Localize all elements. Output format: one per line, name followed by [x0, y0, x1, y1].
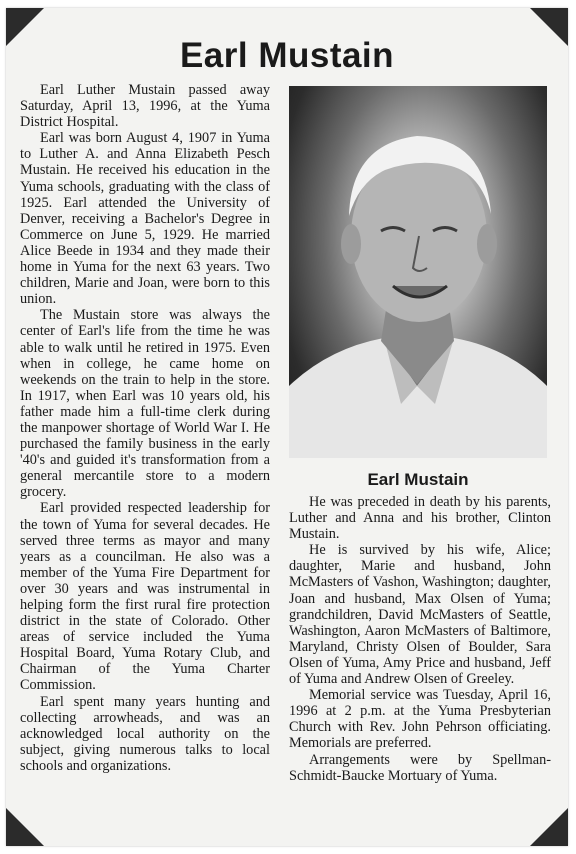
photo-caption: Earl Mustain [367, 470, 469, 489]
paragraph-hobbies: Earl spent many years hunting and collecting arrowheads, and was an acknowledged local authority on the subject, giving numerous talks to local schools and organizations. [20, 693, 270, 774]
right-column [289, 494, 551, 784]
paragraph-memorial-service: Memorial service was Tuesday, April 16, 1996 at 2 p.m. at the Yuma Presbyterian Church with Rev. John Pehrson officiating. Memorials are preferred. [289, 687, 551, 752]
newspaper-clipping [6, 8, 568, 846]
paragraph-survivors: He is survived by his wife, Alice; daughter, Marie and husband, John McMasters of Vashon, Washington; daughter, Joan and husband, Max Olsen of Yuma; grandchildren, David McMasters of Seattle, Washington, Aaron McMasters of Baltimore, Maryland, Christy Olsen of Boulder, Sara Olsen of Yuma, Amy Price and husband, Jeff of Yuma and Andrew Olsen of Greeley. [289, 542, 551, 688]
paragraph-early-life: Earl was born August 4, 1907 in Yuma to Luther A. and Anna Elizabeth Pesch Mustain. He received his education in the Yuma schools, graduating with the class of 1925. Earl attended the University of Denver, receiving a Bachelor's Degree in Commerce on June 5, 1929. He married Alice Beede in 1934 and they made their home in Yuma for the next 63 years. Two children, Marie and Joan, were born to this union. [20, 130, 270, 308]
paragraph-store: The Mustain store was always the center of Earl's life from the time he was able to walk until he retired in 1975. Even when in college, he came home on weekends on the train to help in the store. In 1917, when Earl was 10 years old, his father made him a full-time clerk during the manpower shortage of World War I. He purchased the family business in the early '40's and guided it's transformation from a general mercantile store to a modern grocery. [20, 307, 270, 501]
photo-corner-bottom-right [530, 808, 568, 846]
obituary-headline: Earl Mustain [179, 36, 395, 75]
paragraph-civic-leadership: Earl provided respected leadership for the town of Yuma for several decades. He served three terms as mayor and many years as a councilman. He also was a member of the Yuma Fire Department for over 30 years and was instrumental in helping form the first rural fire protection district in the state of Colorado. Other areas of service included the Yuma Hospital Board, Yuma Rotary Club, and Chairman of the Yuma Charter Commission. [20, 500, 270, 694]
paragraph-death-notice: Earl Luther Mustain passed away Saturday, April 13, 1996, at the Yuma District Hospital. [20, 82, 270, 131]
portrait-photo [289, 86, 547, 458]
photo-corner-bottom-left [6, 808, 44, 846]
paragraph-arrangements: Arrangements were by Spellman-Schmidt-Baucke Mortuary of Yuma. [289, 751, 551, 784]
paragraph-preceded-in-death: He was preceded in death by his parents, Luther and Anna and his brother, Clinton Mustain. [289, 494, 551, 543]
left-column [20, 82, 270, 774]
